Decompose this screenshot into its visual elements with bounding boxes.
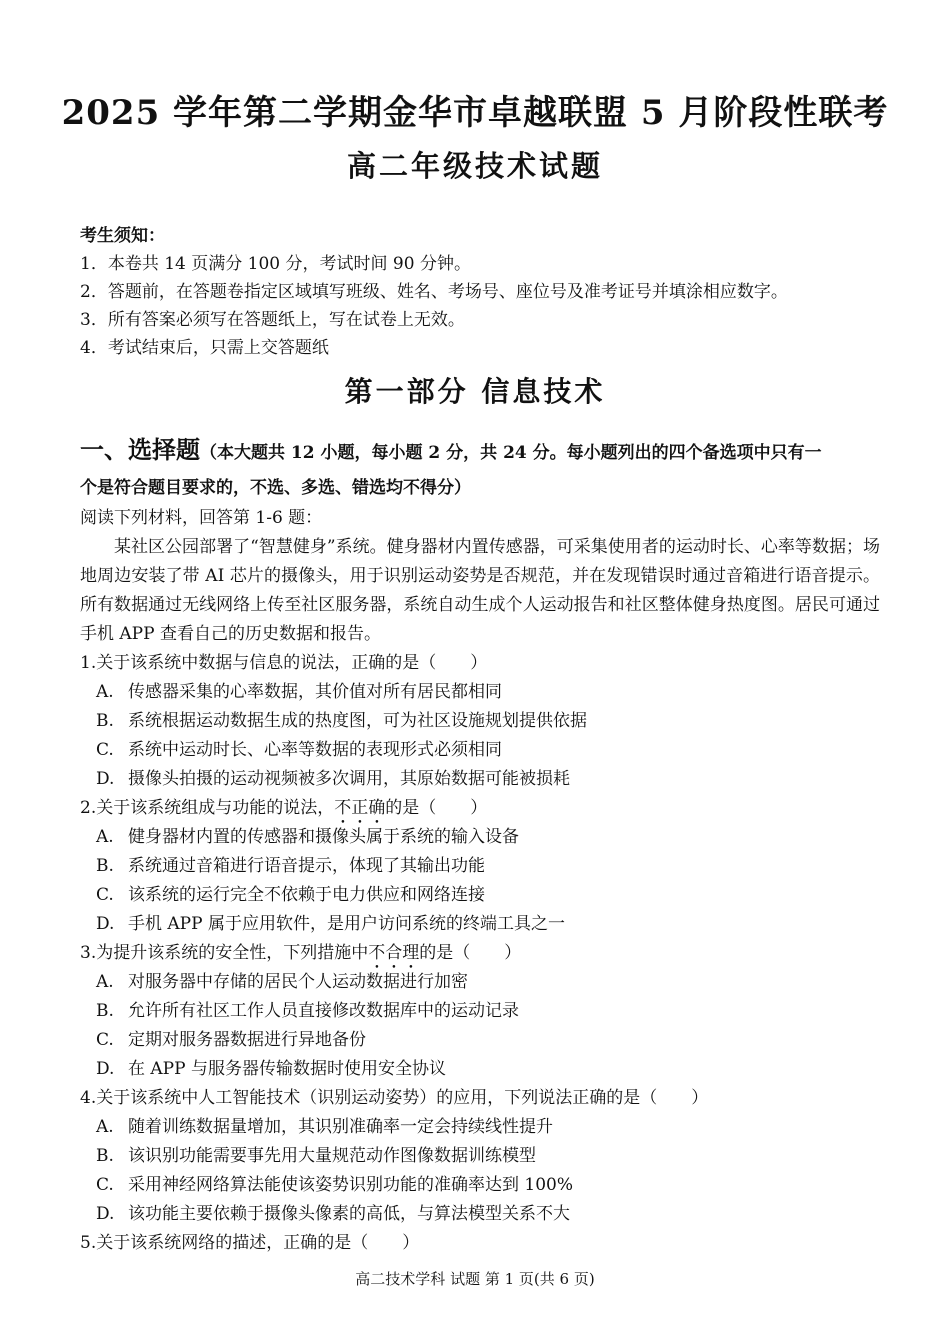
notice-item: 2．答题前，在答题卷指定区域填写班级、姓名、考场号、座位号及准考证号并填涂相应数字。 <box>80 282 788 302</box>
material-intro: 阅读下列材料，回答第 1-6 题： <box>80 508 323 528</box>
question-text: 3.为提升该系统的安全性，下列措施中 <box>80 943 369 963</box>
question-text: 5.关于该系统网络的描述，正确的是（ <box>80 1233 369 1253</box>
question-text: 4.关于该系统中人工智能技术（识别运动姿势）的应用，下列说法正确的是（ <box>80 1088 658 1108</box>
option-text: 该识别功能需要事先用大量规范动作图像数据训练模型 <box>128 1146 536 1166</box>
option-text: 该功能主要依赖于摄像头像素的高低，与算法模型关系不大 <box>128 1204 570 1224</box>
answer-blank <box>368 1233 402 1253</box>
option-text: 系统通过音箱进行语音提示，体现了其输出功能 <box>128 856 485 876</box>
option-text: 采用神经网络算法能使该姿势识别功能的准确率达到 100% <box>128 1175 574 1195</box>
option-text: 健身器材内置的传感器和摄像头属于系统的输入设备 <box>128 827 519 847</box>
answer-option <box>80 765 880 794</box>
question-stem <box>80 794 880 823</box>
section-desc: （本大题共 12 小题，每小题 2 分，共 24 分。每小题列出的四个备选项中只有一 <box>200 443 822 463</box>
answer-option <box>80 968 880 997</box>
option-letter: D. <box>96 1204 115 1224</box>
option-text: 系统中运动时长、心率等数据的表现形式必须相同 <box>128 740 502 760</box>
option-text: 定期对服务器数据进行异地备份 <box>128 1030 366 1050</box>
option-letter: B. <box>96 1146 114 1166</box>
answer-blank <box>436 798 470 818</box>
section-header <box>80 430 880 506</box>
notice-block <box>80 222 880 362</box>
option-text: 系统根据运动数据生成的热度图，可为社区设施规划提供依据 <box>128 711 587 731</box>
answer-option <box>80 1113 880 1142</box>
option-letter: D. <box>96 914 115 934</box>
option-letter: A. <box>96 972 114 992</box>
option-letter: D. <box>96 1059 115 1079</box>
option-text: 手机 APP 属于应用软件，是用户访问系统的终端工具之一 <box>128 914 565 934</box>
answer-option <box>80 1142 880 1171</box>
question-emphasis: 不正确 <box>334 798 386 818</box>
option-text: 随着训练数据量增加，其识别准确率一定会持续线性提升 <box>128 1117 553 1137</box>
answer-option <box>80 997 880 1026</box>
option-letter: C. <box>96 740 114 760</box>
question-stem <box>80 939 880 968</box>
option-text: 摄像头拍摄的运动视频被多次调用，其原始数据可能被损耗 <box>128 769 570 789</box>
question-text: 的是（ <box>419 943 471 963</box>
option-text: 在 APP 与服务器传输数据时使用安全协议 <box>128 1059 446 1079</box>
option-letter: B. <box>96 856 114 876</box>
answer-blank <box>436 653 470 673</box>
option-letter: B. <box>96 1001 114 1021</box>
answer-blank <box>657 1088 691 1108</box>
answer-option <box>80 1026 880 1055</box>
notice-item: 4．考试结束后，只需上交答题纸 <box>80 338 329 358</box>
option-letter: A. <box>96 682 114 702</box>
option-letter: C. <box>96 1175 114 1195</box>
question-stem <box>80 1084 880 1113</box>
exam-subtitle: 高二年级技术试题 <box>346 149 603 183</box>
option-text: 该系统的运行完全不依赖于电力供应和网络连接 <box>128 885 485 905</box>
question-text: ） <box>402 1233 420 1253</box>
option-letter: A. <box>96 1117 114 1137</box>
option-letter: A. <box>96 827 114 847</box>
option-text: 允许所有社区工作人员直接修改数据库中的运动记录 <box>128 1001 519 1021</box>
material-paragraph: 某社区公园部署了“智慧健身”系统。健身器材内置传感器，可采集使用者的运动时长、心率等数据；场地周边安装了带 AI 芯片的摄像头，用于识别运动姿势是否规范，并在发现错误时通过音箱进行语音提示。所有数据通过无线网络上传至社区服务器，系统自动生成个人运动报告和社区整体健身热度图。居民可通过手机 APP 查看自己的历史数据和报告。 <box>80 537 880 644</box>
question-stem <box>80 649 880 678</box>
answer-blank <box>470 943 504 963</box>
answer-option <box>80 1055 880 1084</box>
answer-option <box>80 881 880 910</box>
question-emphasis: 不合理 <box>368 943 420 963</box>
answer-option <box>80 1171 880 1200</box>
section-title: 一、选择题 <box>80 435 200 464</box>
question-text: ） <box>691 1088 709 1108</box>
notice-item: 1．本卷共 14 页满分 100 分，考试时间 90 分钟。 <box>80 254 471 274</box>
question-text: ） <box>470 798 488 818</box>
option-letter: D. <box>96 769 115 789</box>
question-text: ） <box>504 943 522 963</box>
answer-option <box>80 707 880 736</box>
page-footer: 高二技术学科 试题 第 1 页(共 6 页) <box>355 1270 595 1288</box>
question-list <box>80 649 880 1258</box>
option-letter: C. <box>96 1030 114 1050</box>
question-text: 1.关于该系统中数据与信息的说法，正确的是（ <box>80 653 437 673</box>
option-text: 传感器采集的心率数据，其价值对所有居民都相同 <box>128 682 502 702</box>
option-letter: C. <box>96 885 114 905</box>
option-letter: B. <box>96 711 114 731</box>
question-stem <box>80 1229 880 1258</box>
answer-option <box>80 1200 880 1229</box>
question-text: 的是（ <box>385 798 437 818</box>
option-text: 对服务器中存储的居民个人运动数据进行加密 <box>128 972 468 992</box>
answer-option <box>80 736 880 765</box>
answer-option <box>80 823 880 852</box>
answer-option <box>80 910 880 939</box>
answer-option <box>80 678 880 707</box>
answer-option <box>80 852 880 881</box>
part-title: 第一部分 信息技术 <box>344 375 606 408</box>
exam-body <box>80 504 880 1258</box>
exam-title: 2025 学年第二学期金华市卓越联盟 5 月阶段性联考 <box>61 93 889 133</box>
notice-item: 3．所有答案必须写在答题纸上，写在试卷上无效。 <box>80 310 465 330</box>
notice-heading: 考生须知： <box>80 226 165 246</box>
question-text: ） <box>470 653 488 673</box>
section-desc-cont: 个是符合题目要求的，不选、多选、错选均不得分） <box>80 478 471 498</box>
question-text: 2.关于该系统组成与功能的说法， <box>80 798 335 818</box>
